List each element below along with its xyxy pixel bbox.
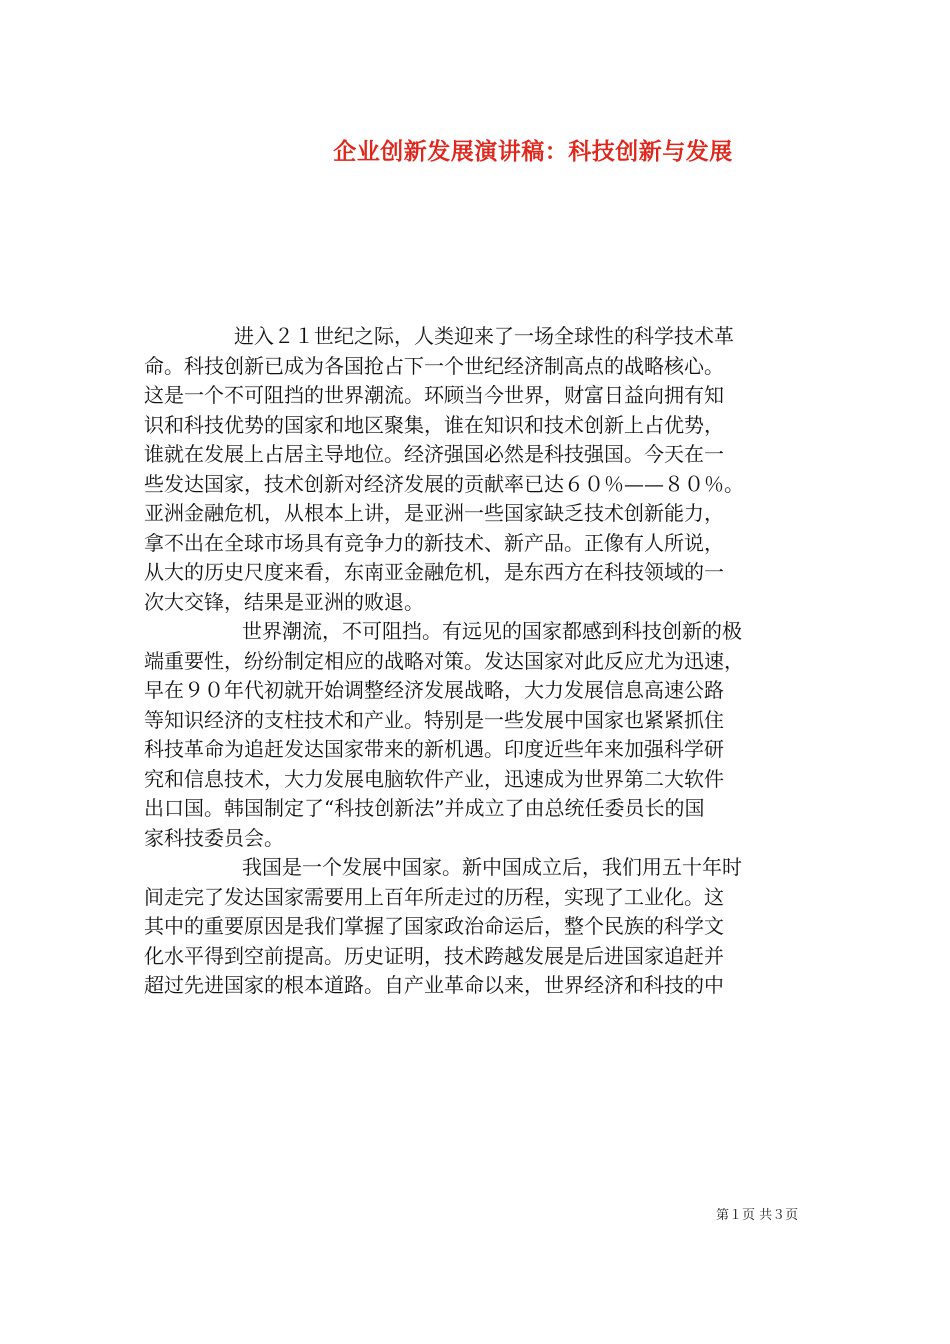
paragraph-line: 化水平得到空前提高。历史证明，技术跨越发展是后进国家追赶并 <box>144 943 724 968</box>
paragraph-line: 超过先进国家的根本道路。自产业革命以来，世界经济和科技的中 <box>144 973 724 997</box>
paragraph-line: 间走完了发达国家需要用上百年所走过的历程，实现了工业化。这 <box>144 884 724 909</box>
paragraph-line: 家科技委员会。 <box>144 825 284 850</box>
paragraph-line: 从大的历史尺度来看，东南亚金融危机，是东西方在科技领域的一 <box>144 560 724 584</box>
paragraph-line: 科技革命为追赶发达国家带来的新机遇。印度近些年来加强科学研 <box>144 737 724 761</box>
paragraph-1 <box>144 322 810 617</box>
paragraph-line: 这是一个不可阻挡的世界潮流。环顾当今世界，财富日益向拥有知 <box>144 383 724 407</box>
paragraph-line: 命。科技创新已成为各国抢占下一个世纪经济制高点的战略核心。 <box>144 353 724 378</box>
paragraph-line: 进入２１世纪之际，人类迎来了一场全球性的科学技术革 <box>234 324 734 348</box>
paragraph-2 <box>144 617 810 853</box>
page-footer: 第１页 共３页 <box>716 1208 799 1223</box>
paragraph-line: 些发达国家，技术创新对经济发展的贡献率已达６０％——８０％。 <box>144 471 744 496</box>
paragraph-line: 究和信息技术，大力发展电脑软件产业，迅速成为世界第二大软件 <box>144 766 724 791</box>
paragraph-line: 其中的重要原因是我们掌握了国家政治命运后，整个民族的科学文 <box>144 914 724 938</box>
paragraph-line: 拿不出在全球市场具有竞争力的新技术、新产品。正像有人所说， <box>144 530 724 555</box>
paragraph-line: 出口国。韩国制定了“科技创新法”并成立了由总统任委员长的国 <box>144 796 705 820</box>
document-title: 企业创新发展演讲稿：科技创新与发展 <box>333 138 733 165</box>
paragraph-line: 谁就在发展上占居主导地位。经济强国必然是科技强国。今天在一 <box>144 442 724 466</box>
paragraph-line: 世界潮流，不可阻挡。有远见的国家都感到科技创新的极 <box>242 619 742 643</box>
paragraph-line: 亚洲金融危机，从根本上讲，是亚洲一些国家缺乏技术创新能力， <box>144 501 724 525</box>
paragraph-line: 识和科技优势的国家和地区聚集，谁在知识和技术创新上占优势， <box>144 412 724 437</box>
paragraph-line: 端重要性，纷纷制定相应的战略对策。发达国家对此反应尤为迅速， <box>144 648 744 673</box>
paragraph-line: 早在９０年代初就开始调整经济发展战略，大力发展信息高速公路 <box>144 678 724 702</box>
paragraph-line: 等知识经济的支柱技术和产业。特别是一些发展中国家也紧紧抓住 <box>144 707 724 732</box>
paragraph-line: 次大交锋，结果是亚洲的败退。 <box>144 589 424 614</box>
paragraph-line: 我国是一个发展中国家。新中国成立后，我们用五十年时 <box>242 855 742 879</box>
document-body <box>144 322 810 1001</box>
paragraph-3 <box>144 853 810 1001</box>
